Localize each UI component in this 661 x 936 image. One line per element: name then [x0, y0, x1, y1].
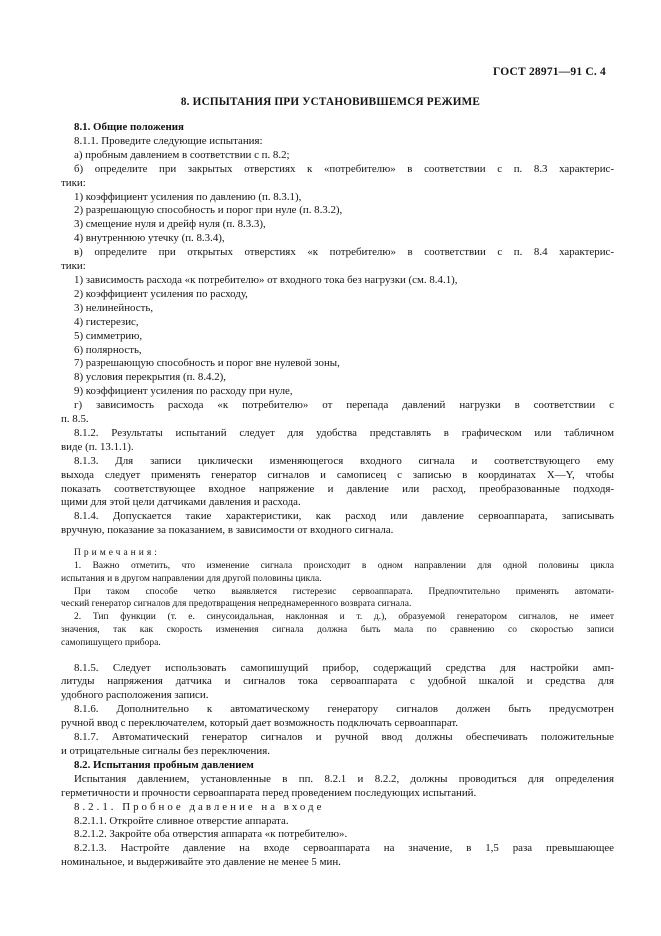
paragraph-8-2-cont: герметичности и прочности сервоаппарата перед проведением последующих испытаний. — [61, 786, 477, 799]
list-item-v: в) определите при открытых отверстиях «к потребителю» в соответствии с п. 8.4 характерис- — [74, 246, 614, 259]
paragraph-8-2-1-3: 8.2.1.3. Настройте давление на входе сервоаппарата на значение, в 1,5 раза превышающее — [74, 842, 614, 855]
list-item: 2) разрешающую способность и порог при нуле (п. 8.3.2), — [74, 204, 343, 217]
list-item: 1) коэффициент усиления по давлению (п. 8.3.1), — [74, 190, 302, 203]
paragraph-8-1-2: 8.1.2. Результаты испытаний следует для удобства представлять в графическом или табличном — [74, 426, 614, 439]
paragraph-8-1-4: 8.1.4. Допускается такие характеристики, как расход или давление сервоаппарата, записывать — [74, 510, 614, 523]
list-item: 8) условия перекрытия (п. 8.4.2), — [74, 371, 227, 384]
paragraph-8-1-7-cont: и отрицательные сигналы без переключения. — [61, 745, 270, 757]
list-item: 7) разрешающую способность и порог вне нулевой зоны, — [74, 357, 340, 370]
list-item-b-cont: тики: — [61, 176, 86, 189]
paragraph-8-1-3-cont: выхода следует применять генератор сигналов и самописец с записью в координатах X—Y, чтобы — [61, 468, 614, 481]
paragraph-8-1-5-cont: литуды напряжения датчика и сигналов тока сервоаппарата с удобной шкалой и средства для — [61, 675, 614, 688]
paragraph-8-1-2-cont: виде (п. 13.1.1). — [61, 440, 134, 453]
paragraph-8-1-7: 8.1.7. Автоматический генератор сигналов и ручной ввод должны обеспечивать положительные — [74, 731, 614, 744]
paragraph-8-2: Испытания давлением, установленные в пп. 8.2.1 и 8.2.2, должны проводиться для определения — [74, 772, 614, 785]
list-item: 5) симметрию, — [74, 329, 143, 342]
document-body — [61, 121, 614, 870]
list-item-a: а) пробным давлением в соответствии с п. 8.2; — [74, 148, 290, 161]
list-item: 4) гистерезис, — [74, 315, 139, 328]
list-item-v-cont: тики: — [61, 260, 86, 273]
list-item: 2) коэффициент усиления по расходу, — [74, 287, 248, 300]
note-2: 2. Тип функции (т. е. синусоидальная, наклонная и т. д.), образуемой генератором сигналов, не имеет — [74, 612, 614, 623]
subsection-heading-8-1: 8.1. Общие положения — [74, 121, 184, 133]
paragraph-8-1-6: 8.1.6. Дополнительно к автоматическому генератору сигналов должен быть предусмотрен — [74, 703, 614, 716]
notes-heading: Примечания: — [74, 548, 160, 559]
note-1-cont: ческий генератор сигналов для предотвращения непреднамеренного возврата сигнала. — [61, 599, 412, 610]
paragraph-8-1-5: 8.1.5. Следует использовать самопишущий прибор, содержащий средства для настройки амп- — [74, 661, 614, 674]
note-2-cont: самопишущего прибора. — [61, 637, 161, 648]
list-item: 3) нелинейность, — [74, 301, 154, 314]
paragraph-8-2-1-1: 8.2.1.1. Откройте сливное отверстие аппарата. — [74, 814, 289, 827]
list-item: 4) внутреннюю утечку (п. 8.3.4), — [74, 232, 225, 245]
paragraph-8-1-5-cont: удобного расположения записи. — [61, 689, 209, 702]
paragraph-8-1-6-cont: ручной ввод с переключателем, который дает возможность подключать сервоаппарат. — [61, 717, 459, 730]
paragraph-8-1-1: 8.1.1. Проведите следующие испытания: — [74, 134, 263, 147]
paragraph-8-1-3-cont: показать соответствующее входное напряжение и давление или расход, преобразованные подходя- — [61, 482, 614, 495]
list-item-g-cont: п. 8.5. — [61, 413, 89, 426]
note-1-cont: При таком способе четко выявляется гистерезис сервоаппарата. Предпочтительно применять автомати- — [74, 586, 614, 597]
list-item: 9) коэффициент усиления по расходу при нуле, — [74, 385, 293, 398]
list-item-b: б) определите при закрытых отверстиях к «потребителю» в соответствии с п. 8.3 характерис- — [74, 162, 614, 175]
section-title: 8. ИСПЫТАНИЯ ПРИ УСТАНОВИВШЕМСЯ РЕЖИМЕ — [180, 96, 481, 108]
list-item: 3) смещение нуля и дрейф нуля (п. 8.3.3), — [74, 218, 266, 231]
paragraph-8-2-1-2: 8.2.1.2. Закройте оба отверстия аппарата «к потребителю». — [74, 828, 348, 841]
paragraph-8-2-1: 8.2.1. Пробное давление на входе — [74, 800, 325, 813]
paragraph-8-1-3-cont: щими для этой цели датчиками давления и расхода. — [61, 496, 301, 509]
subsection-heading-8-2: 8.2. Испытания пробным давлением — [74, 758, 254, 771]
note-2-cont: значения, так как скорость изменения сигнала должна быть мала по сравнению со скоростью записи — [61, 624, 614, 635]
paragraph-8-1-4-cont: вручную, показание за показанием, в зависимости от входного сигнала. — [61, 524, 394, 537]
paragraph-8-1-3: 8.1.3. Для записи циклически изменяющегося входного сигнала и соответствующего ему — [74, 454, 614, 467]
note-1-cont: испытания и в другом направлении для другой половины цикла. — [61, 573, 322, 584]
paragraph-8-2-1-3-cont: номинальное, и выдерживайте это давление не менее 5 мин. — [61, 856, 341, 869]
list-item: 1) зависимость расхода «к потребителю» от входного тока без нагрузки (см. 8.4.1), — [74, 273, 458, 286]
note-1: 1. Важно отметить, что изменение сигнала происходит в одном направлении для одной половины цикла — [74, 560, 614, 571]
list-item-g: г) зависимость расхода «к потребителю» от перепада давлений нагрузки в соответствии с — [74, 399, 614, 412]
page-header: ГОСТ 28971—91 С. 4 — [493, 66, 606, 78]
list-item: 6) полярность, — [74, 343, 142, 356]
